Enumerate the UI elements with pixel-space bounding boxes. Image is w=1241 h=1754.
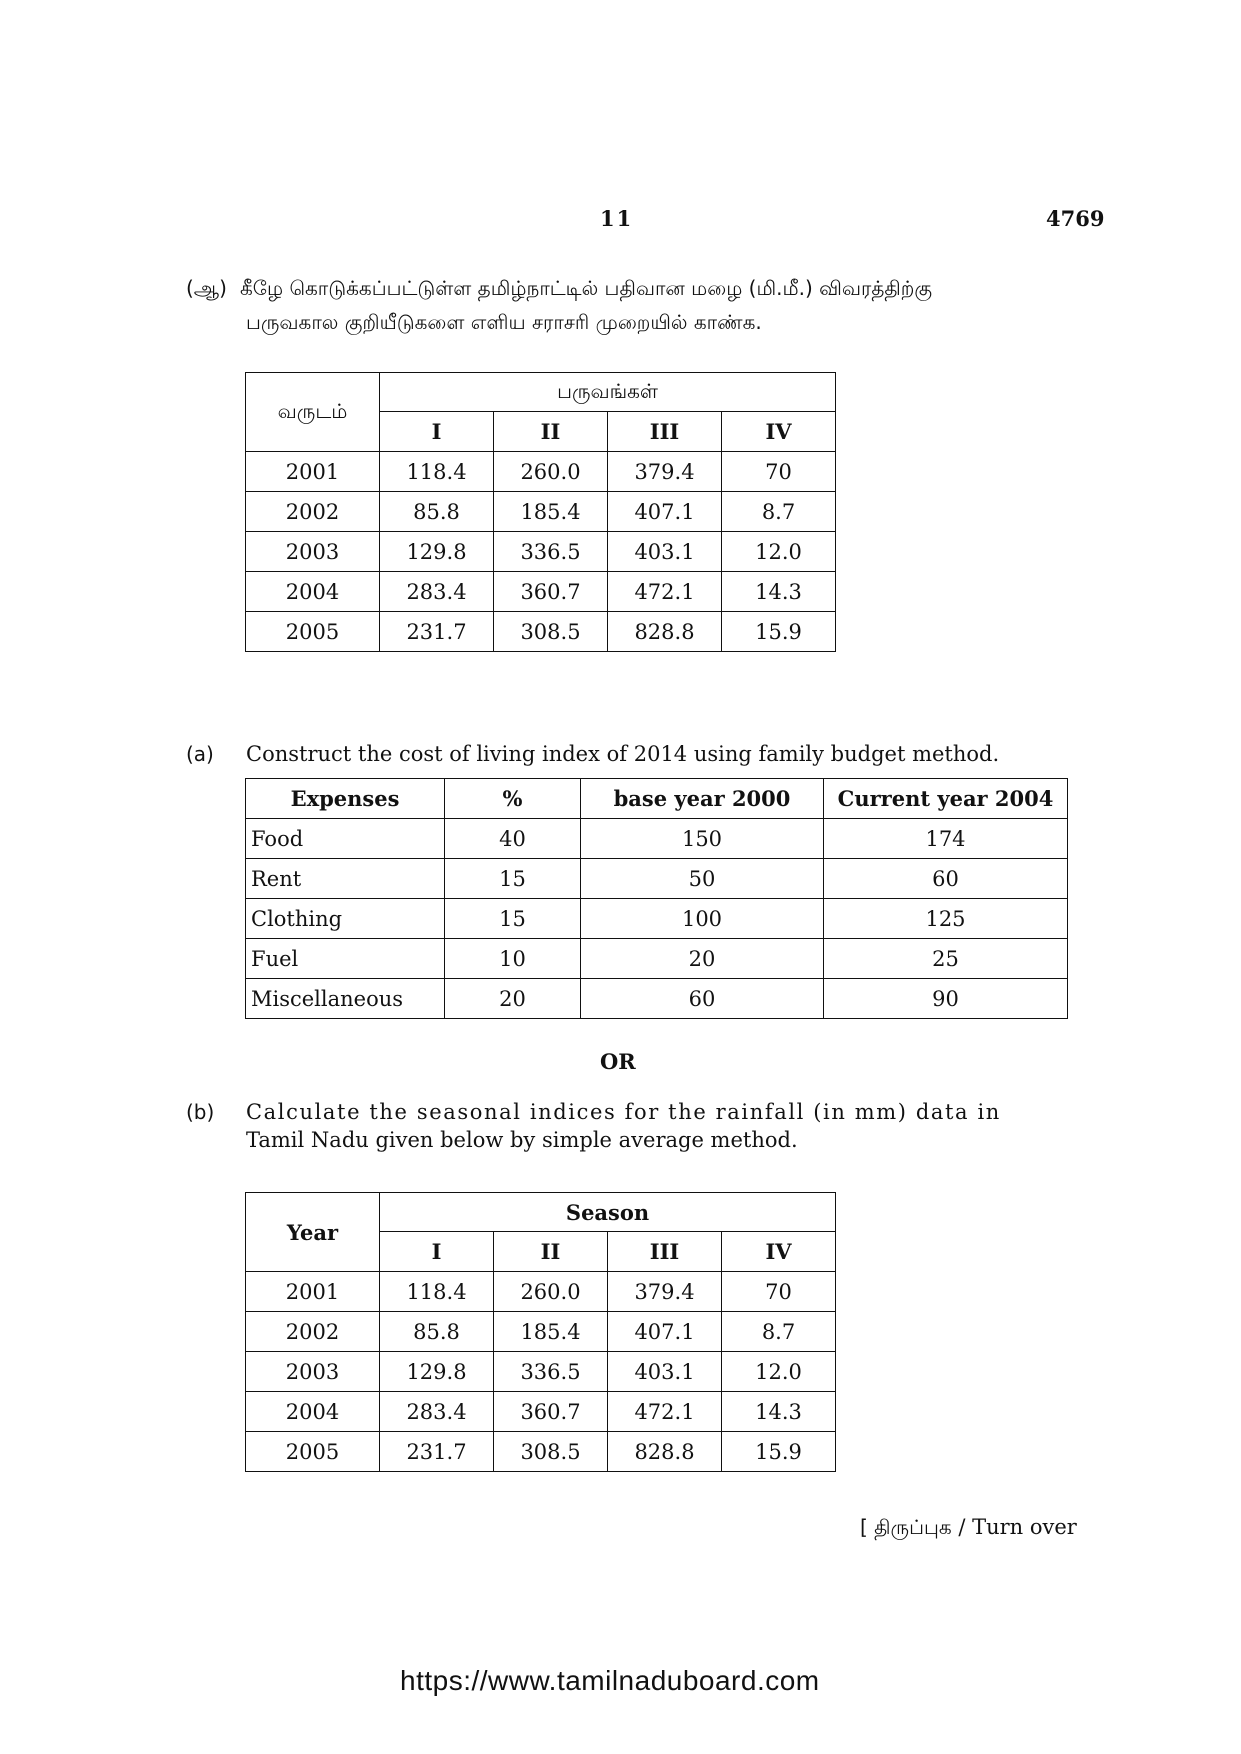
table-cell: 100 xyxy=(581,899,824,939)
table-row xyxy=(246,979,1068,1019)
table-cell: 10 xyxy=(445,939,581,979)
expense-name: Fuel xyxy=(246,939,445,979)
table-row xyxy=(246,1392,836,1432)
table-cell: 407.1 xyxy=(608,492,722,532)
season-rainfall-table xyxy=(245,1192,836,1472)
table-row xyxy=(246,899,1068,939)
question-b-line-1: Calculate the seasonal indices for the rainfall (in mm) data in xyxy=(246,1100,1001,1124)
table-row xyxy=(246,939,1068,979)
table-row xyxy=(246,452,836,492)
table-cell: 60 xyxy=(581,979,824,1019)
table-cell: 472.1 xyxy=(608,1392,722,1432)
season-column-header: III xyxy=(608,412,722,452)
table-cell: 407.1 xyxy=(608,1312,722,1352)
table-cell: 8.7 xyxy=(722,492,836,532)
table-cell: 150 xyxy=(581,819,824,859)
table-cell: 360.7 xyxy=(494,572,608,612)
table-cell: 12.0 xyxy=(722,532,836,572)
table-cell: 379.4 xyxy=(608,452,722,492)
page-number: 11 xyxy=(600,206,634,231)
column-header-expenses: Expenses xyxy=(246,779,445,819)
table-cell: 2003 xyxy=(246,1352,380,1392)
table-cell: 260.0 xyxy=(494,1272,608,1312)
table-cell: 60 xyxy=(824,859,1068,899)
table-cell: 336.5 xyxy=(494,532,608,572)
column-header-current-year: Current year 2004 xyxy=(824,779,1068,819)
question-a-marker: (a) xyxy=(186,742,214,766)
table-row xyxy=(246,819,1068,859)
table-cell: 118.4 xyxy=(380,1272,494,1312)
table-row xyxy=(246,1352,836,1392)
expense-name: Rent xyxy=(246,859,445,899)
or-separator: OR xyxy=(600,1049,636,1074)
tamil-question-line-2: பருவகால குறியீடுகளை எளிய சராசரி முறையில் காண்க. xyxy=(246,310,762,334)
table-cell: 85.8 xyxy=(380,1312,494,1352)
question-b-marker: (b) xyxy=(186,1100,215,1124)
table-cell: 15.9 xyxy=(722,1432,836,1472)
table-row xyxy=(246,532,836,572)
tamil-question-marker: (ஆ) xyxy=(186,276,227,300)
table-cell: 231.7 xyxy=(380,1432,494,1472)
table-cell: 2001 xyxy=(246,1272,380,1312)
column-header-percent: % xyxy=(445,779,581,819)
table-cell: 85.8 xyxy=(380,492,494,532)
table-cell: 40 xyxy=(445,819,581,859)
table-cell: 2002 xyxy=(246,492,380,532)
table-cell: 15 xyxy=(445,859,581,899)
paper-code: 4769 xyxy=(1046,206,1105,231)
table-cell: 70 xyxy=(722,1272,836,1312)
table-cell: 828.8 xyxy=(608,1432,722,1472)
table-cell: 403.1 xyxy=(608,532,722,572)
table-row xyxy=(246,572,836,612)
expense-name: Miscellaneous xyxy=(246,979,445,1019)
question-a-text: Construct the cost of living index of 2014 using family budget method. xyxy=(246,742,1000,766)
table-cell: 379.4 xyxy=(608,1272,722,1312)
column-header-base-year: base year 2000 xyxy=(581,779,824,819)
turn-over-separator: / xyxy=(958,1515,966,1539)
table-cell: 403.1 xyxy=(608,1352,722,1392)
table-cell: 260.0 xyxy=(494,452,608,492)
table-cell: 129.8 xyxy=(380,1352,494,1392)
table-row xyxy=(246,1432,836,1472)
table-cell: 283.4 xyxy=(380,572,494,612)
question-b-line-2: Tamil Nadu given below by simple average method. xyxy=(246,1128,798,1152)
table-cell: 129.8 xyxy=(380,532,494,572)
footer-url[interactable]: https://www.tamilnaduboard.com xyxy=(400,1665,820,1696)
table-cell: 308.5 xyxy=(494,612,608,652)
table-cell: 336.5 xyxy=(494,1352,608,1392)
table-row xyxy=(246,612,836,652)
table-row xyxy=(246,1312,836,1352)
season-column-header: II xyxy=(494,412,608,452)
table-cell: 2004 xyxy=(246,1392,380,1432)
table-cell: 15 xyxy=(445,899,581,939)
table-cell: 2002 xyxy=(246,1312,380,1352)
table-cell: 118.4 xyxy=(380,452,494,492)
table-cell: 12.0 xyxy=(722,1352,836,1392)
table-cell: 2004 xyxy=(246,572,380,612)
season-column-header: I xyxy=(380,412,494,452)
table-cell: 2003 xyxy=(246,532,380,572)
table-cell: 472.1 xyxy=(608,572,722,612)
tamil-rainfall-table xyxy=(245,372,836,652)
table-row xyxy=(246,492,836,532)
table-cell: 308.5 xyxy=(494,1432,608,1472)
table-cell: 2005 xyxy=(246,612,380,652)
expense-name: Clothing xyxy=(246,899,445,939)
table-row xyxy=(246,859,1068,899)
table-cell: 14.3 xyxy=(722,1392,836,1432)
tamil-question-line-1: கீழே கொடுக்கப்பட்டுள்ள தமிழ்நாட்டில் பதிவான மழை (மி.மீ.) விவரத்திற்கு xyxy=(240,276,933,300)
table-cell: 70 xyxy=(722,452,836,492)
table-cell: 2001 xyxy=(246,452,380,492)
season-group-header: பருவங்கள் xyxy=(380,373,836,412)
table-cell: 360.7 xyxy=(494,1392,608,1432)
year-header: Year xyxy=(246,1193,380,1272)
table-cell: 828.8 xyxy=(608,612,722,652)
season-column-header: IV xyxy=(722,1232,836,1272)
table-cell: 14.3 xyxy=(722,572,836,612)
table-cell: 231.7 xyxy=(380,612,494,652)
season-group-header: Season xyxy=(380,1193,836,1232)
table-cell: 25 xyxy=(824,939,1068,979)
turn-over-tamil: [ திருப்புக xyxy=(860,1515,952,1539)
table-cell: 185.4 xyxy=(494,1312,608,1352)
table-cell: 15.9 xyxy=(722,612,836,652)
season-column-header: I xyxy=(380,1232,494,1272)
season-column-header: III xyxy=(608,1232,722,1272)
table-cell: 185.4 xyxy=(494,492,608,532)
table-cell: 20 xyxy=(445,979,581,1019)
table-cell: 90 xyxy=(824,979,1068,1019)
table-cell: 283.4 xyxy=(380,1392,494,1432)
family-budget-table xyxy=(245,778,1068,1019)
turn-over-english: Turn over xyxy=(972,1515,1077,1539)
table-cell: 2005 xyxy=(246,1432,380,1472)
table-cell: 174 xyxy=(824,819,1068,859)
expense-name: Food xyxy=(246,819,445,859)
table-cell: 50 xyxy=(581,859,824,899)
table-cell: 20 xyxy=(581,939,824,979)
year-header: வருடம் xyxy=(246,373,380,452)
table-cell: 8.7 xyxy=(722,1312,836,1352)
table-cell: 125 xyxy=(824,899,1068,939)
turn-over-note xyxy=(860,1515,1077,1542)
season-column-header: II xyxy=(494,1232,608,1272)
season-column-header: IV xyxy=(722,412,836,452)
table-row xyxy=(246,1272,836,1312)
